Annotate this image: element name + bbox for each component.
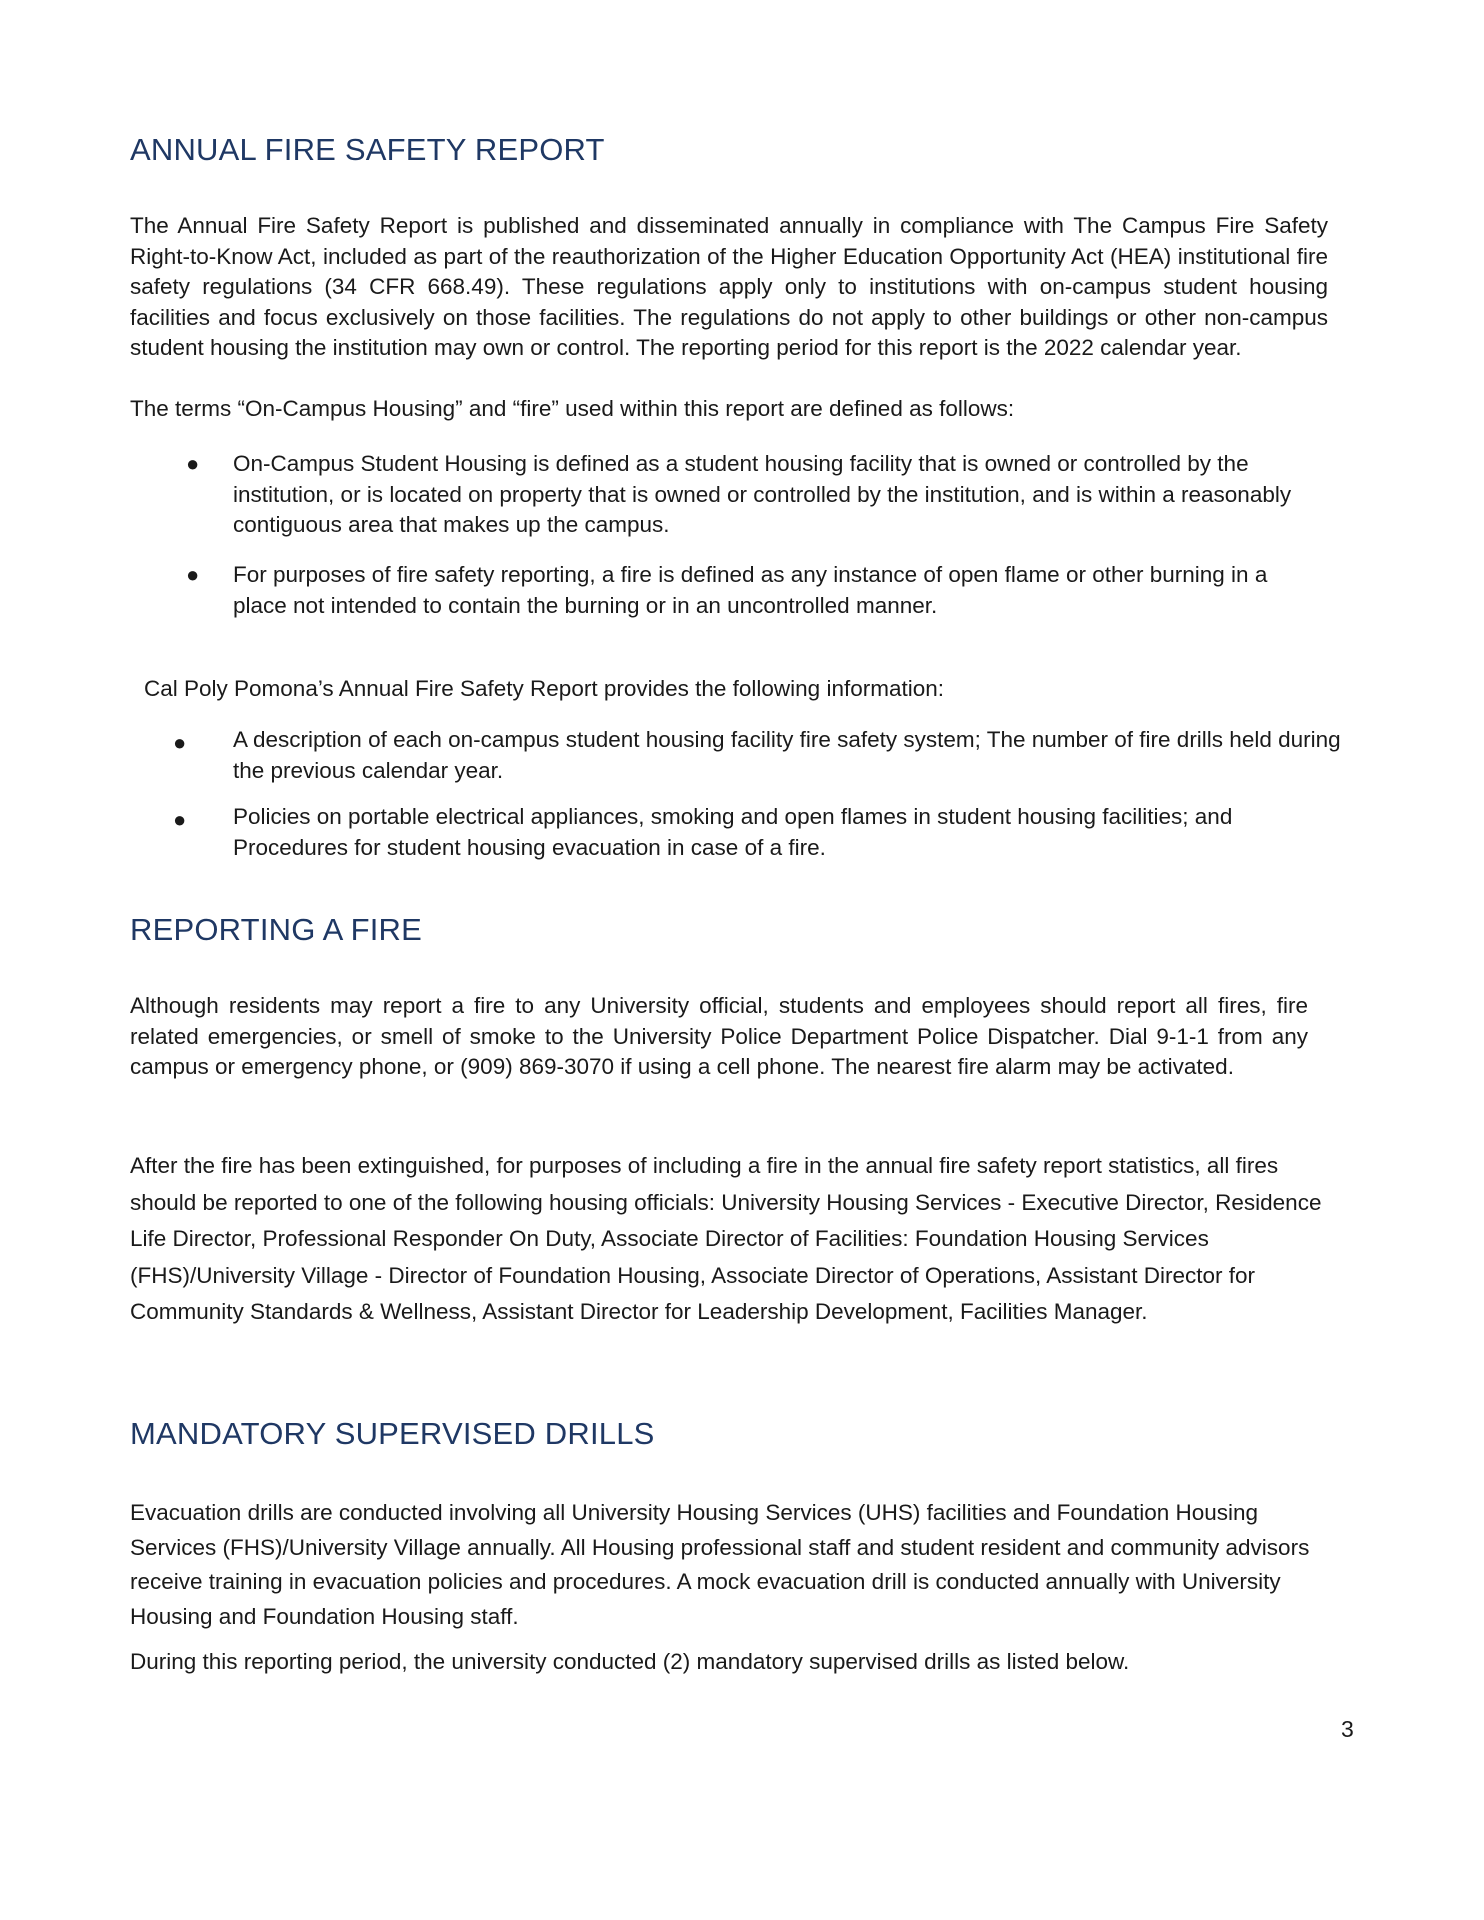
definition-text: For purposes of fire safety reporting, a fire is defined as any instance of open flame or other burning in a place not intended to contain the burning or in an uncontrolled manner. [233,562,1268,618]
bullet-icon: ● [186,451,200,476]
drills-paragraph-1: Evacuation drills are conducted involving all University Housing Services (UHS) facilities and Foundation Housing Services (FHS)/University Village annually. All Housing professional staff and student resident and community advisors receive training in evacuation policies and procedures. A mock evacuation drill is conducted annually with University Housing and Foundation Housing staff. [130,1500,1310,1629]
info-text: A description of each on-campus student housing facility fire safety system; The number of fire drills held during the previous calendar year. [233,727,1341,783]
drills-paragraph-2: During this reporting period, the university conducted (2) mandatory supervised drills as listed below. [130,1649,1130,1674]
heading-annual-fire-safety-report: ANNUAL FIRE SAFETY REPORT [130,132,605,167]
reporting-paragraph-1: Although residents may report a fire to any University official, students and employees should report all fires, fire related emergencies, or smell of smoke to the University Police Department Police Dispatcher. Dial 9-1-1 from any campus or emergency phone, or (909) 869-3070 if using a cell phone. The nearest fire alarm may be activated. [130,993,1308,1079]
terms-definition-intro: The terms “On-Campus Housing” and “fire” used within this report are defined as follows: [130,396,1015,421]
bullet-icon: ● [173,807,187,832]
definition-text: On-Campus Student Housing is defined as a student housing facility that is owned or controlled by the institution, or is located on property that is owned or controlled by the institution, and is within a reasonably contiguous area that makes up the campus. [233,451,1292,537]
page-number: 3 [1341,1716,1354,1742]
annual-intro-paragraph: The Annual Fire Safety Report is published and disseminated annually in compliance with The Campus Fire Safety Right-to-Know Act, included as part of the reauthorization of the Higher Education Opportunity Act (HEA) institutional fire safety regulations (34 CFR 668.49). These regulations apply only to institutions with on-campus student housing facilities and focus exclusively on those facilities. The regulations do not apply to other buildings or other non-campus student housing the institution may own or control. The reporting period for this report is the 2022 calendar year. [130,213,1328,360]
info-text: Policies on portable electrical appliances, smoking and open flames in student housing facilities; and Procedures for student housing evacuation in case of a fire. [233,804,1233,860]
reporting-paragraph-2: After the fire has been extinguished, for purposes of including a fire in the annual fire safety report statistics, all fires should be reported to one of the following housing officials: University Housing Services - Executive Director, Residence Life Director, Professional Responder On Duty, Associate Director of Facilities: Foundation Housing Services (FHS)/University Village - Director of Foundation Housing, Associate Director of Operations, Assistant Director for Community Standards & Wellness, Assistant Director for Leadership Development, Facilities Manager. [130,1153,1322,1324]
heading-mandatory-supervised-drills: MANDATORY SUPERVISED DRILLS [130,1416,655,1451]
bullet-icon: ● [173,730,187,755]
heading-reporting-a-fire: REPORTING A FIRE [130,912,423,947]
bullet-icon: ● [186,562,200,587]
report-provides-intro: Cal Poly Pomona’s Annual Fire Safety Report provides the following information: [144,676,945,701]
